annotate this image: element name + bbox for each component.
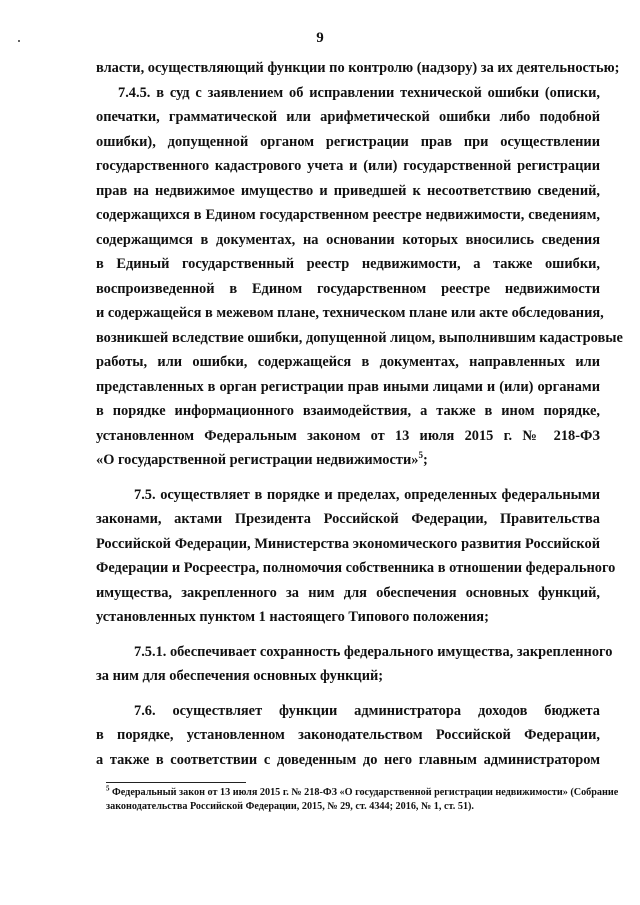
text-line: законами, актами Президента Российской Федерации, Правительства (96, 511, 600, 527)
text-line: за ним для обеспечения основных функций; (96, 668, 384, 684)
text-line: Российской Федерации, Министерства экономического развития Российской (96, 535, 600, 552)
text-line: Федерации и Росреестра, полномочия собственника в отношении федерального (96, 560, 616, 576)
footnote-mark: 5 (106, 784, 110, 793)
footnote-reference: 5 (418, 450, 423, 461)
document-body (96, 56, 623, 772)
footnote-text: Федеральный закон от 13 июля 2015 г. № 218-ФЗ «О государственной регистрации недвижимости» (Собрание (109, 787, 619, 798)
text-line: ошибки), допущенной органом регистрации прав при осуществлении (96, 133, 600, 150)
paragraph-7-5 (96, 483, 616, 630)
text-line (96, 448, 600, 473)
text-line: установленном Федеральным законом от 13 июля 2015 г. № 218-ФЗ (96, 427, 600, 444)
text-line: возникшей вследствие ошибки, допущенной лицом, выполнившим кадастровые (96, 329, 623, 346)
page-number: 9 (316, 30, 324, 46)
text-line: государственного кадастрового учета и (или) государственной регистрации (96, 158, 600, 174)
text-line: а также в соответствии с доведенным до него главным администратором (96, 751, 600, 768)
text-line: 7.6. осуществляет функции администратора доходов бюджета (134, 702, 600, 719)
footnote (106, 784, 619, 813)
footnote-line: законодательства Российской Федерации, 2015, № 29, ст. 4344; 2016, № 1, ст. 51). (106, 800, 474, 812)
text-line: в Единый государственный реестр недвижимости, а также ошибки, (96, 256, 600, 272)
text-line: и содержащейся в межевом плане, техническом плане или акте обследования, (96, 305, 604, 321)
text-line: работы, или ошибки, содержащейся в документах, направленных или (96, 354, 600, 370)
paragraph-7-6 (96, 699, 600, 773)
text-line: содержащихся в Едином государственном реестре недвижимости, сведениям, (96, 207, 600, 223)
text-line: 7.4.5. в суд с заявлением об исправлении технической ошибки (описки, (118, 84, 600, 101)
text-line: 7.5. осуществляет в порядке и пределах, определенных федеральными (134, 486, 600, 503)
text-line: в порядке, установленном законодательством Российской Федерации, (96, 727, 600, 743)
text-line: в порядке информационного взаимодействия, а также в ином порядке, (96, 403, 600, 419)
text-line: власти, осуществляющий функции по контролю (надзору) за их деятельностью; (96, 60, 620, 76)
text-line: воспроизведенной в Едином государственном реестре недвижимости (96, 280, 600, 297)
text-line: установленных пунктом 1 настоящего Типового положения; (96, 609, 489, 625)
footnote-line (106, 784, 619, 800)
footnote-divider (106, 782, 246, 783)
punctuation: ; (422, 452, 428, 468)
text-line: 7.5.1. обеспечивает сохранность федерального имущества, закрепленного (134, 643, 613, 660)
paragraph-continuation (96, 56, 620, 81)
text-line: опечатки, грамматической или арифметической ошибки либо подобной (96, 109, 600, 125)
text-line: имущества, закрепленного за ним для обеспечения основных функций, (96, 584, 600, 601)
text-line: прав на недвижимое имущество и приведшей к несоответствию сведений, (96, 182, 600, 199)
paragraph-7-5-1 (96, 640, 613, 689)
text-line: содержащимся в документах, на основании которых вносились сведения (96, 231, 600, 248)
text-line-content: «О государственной регистрации недвижимости» (96, 452, 419, 468)
text-line: представленных в орган регистрации прав иными лицами и (или) органами (96, 378, 600, 395)
paragraph-7-4-5 (96, 81, 623, 473)
